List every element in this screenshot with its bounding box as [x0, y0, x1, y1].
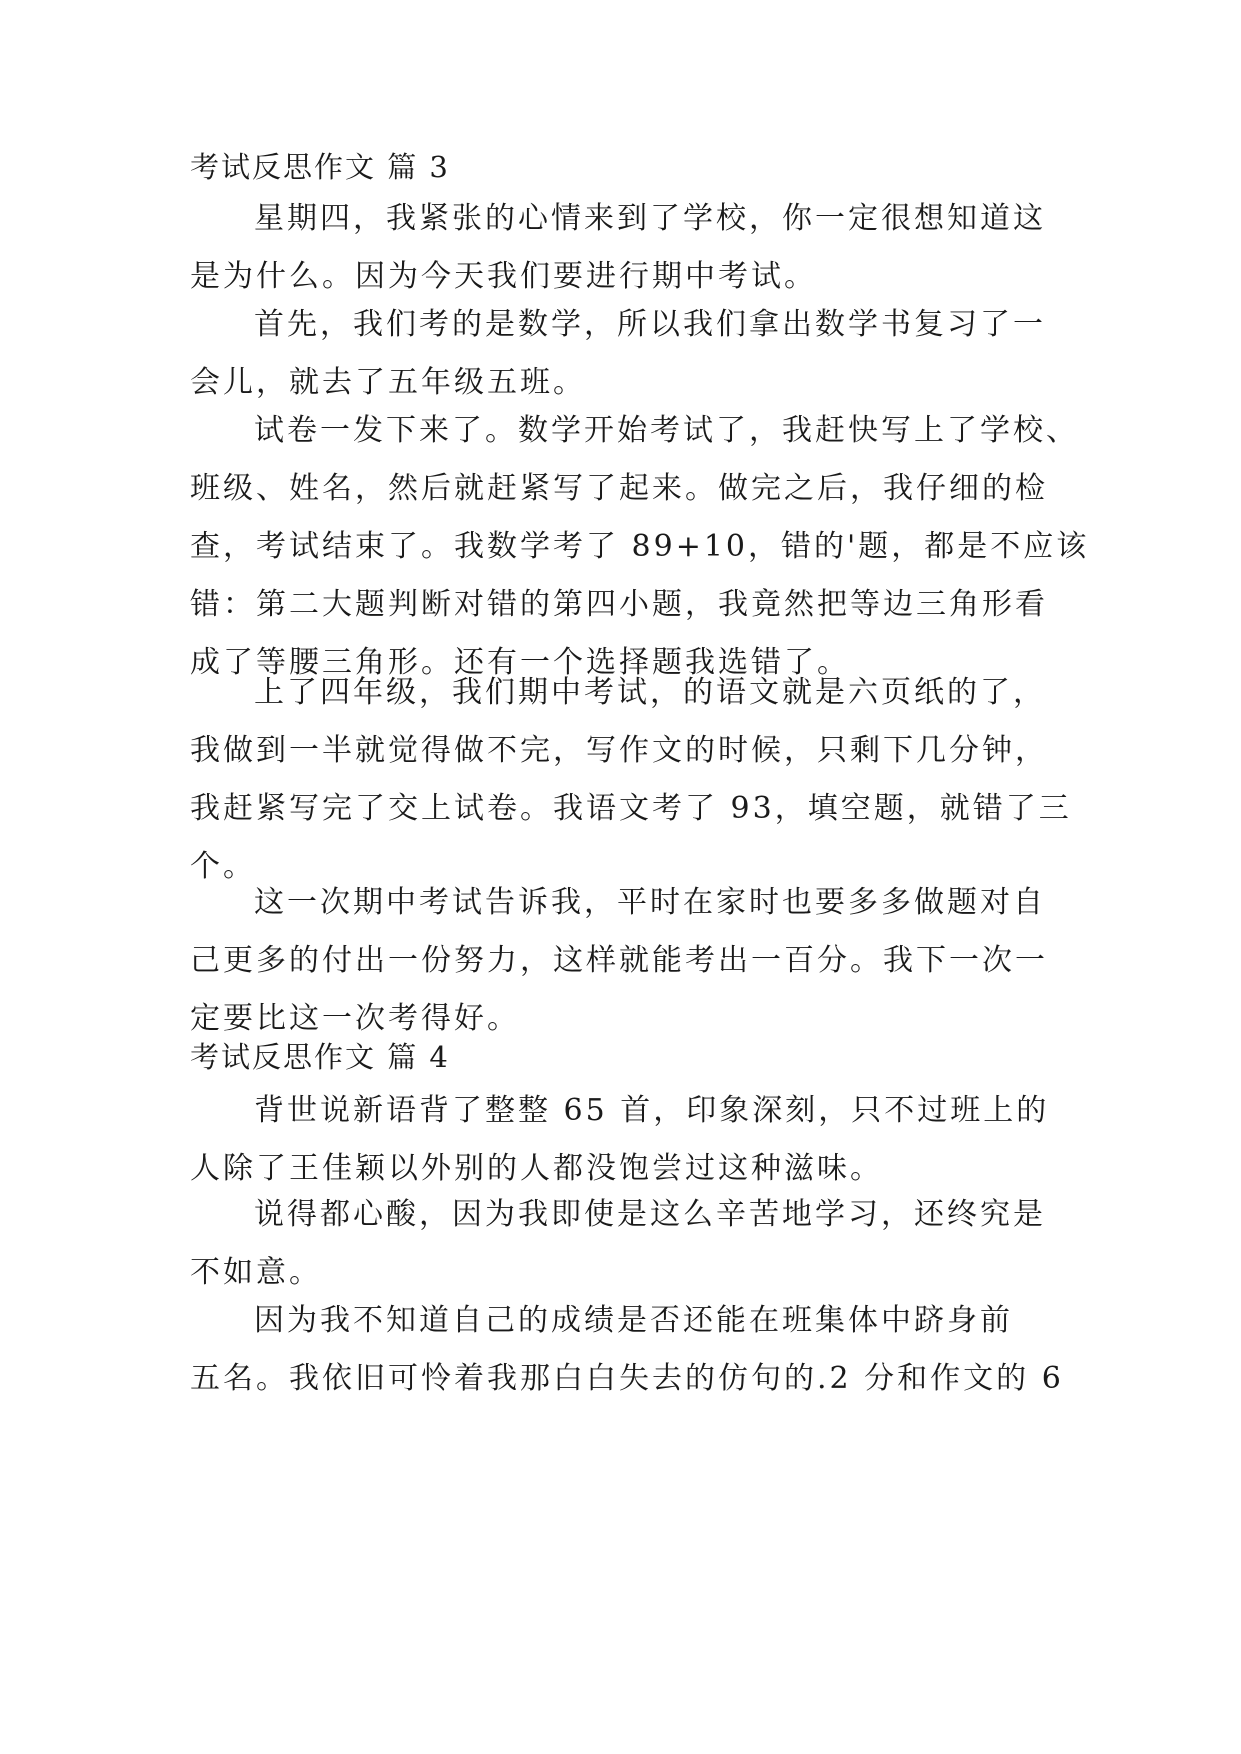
text-line: 上了四年级，我们期中考试，的语文就是六页纸的了，: [254, 675, 1046, 710]
paragraph: [190, 1082, 1050, 1198]
text-line: 五名。我依旧可怜着我那白白失去的仿句的.2 分和作文的 6: [190, 1361, 1064, 1396]
text-line: 首先，我们考的是数学，所以我们拿出数学书复习了一: [254, 307, 1046, 342]
text-line: 不如意。: [190, 1255, 322, 1290]
text-line: 成了等腰三角形。还有一个选择题我选错了。: [190, 645, 850, 680]
text-line: 试卷一发下来了。数学开始考试了，我赶快写上了学校、: [254, 413, 1079, 448]
paragraph: [190, 874, 1050, 1048]
text-line: 会儿，就去了五年级五班。: [190, 365, 586, 400]
text-line: 个。: [190, 849, 256, 884]
text-line: 这一次期中考试告诉我，平时在家时也要多多做题对自: [254, 885, 1046, 920]
text-line: 星期四，我紧张的心情来到了学校，你一定很想知道这: [254, 201, 1046, 236]
text-line: 定要比这一次考得好。: [190, 1001, 520, 1036]
text-line: 己更多的付出一份努力，这样就能考出一百分。我下一次一: [190, 943, 1048, 978]
paragraph: [190, 296, 1050, 412]
section-3-heading: 考试反思作文 篇 3: [190, 150, 450, 184]
text-line: 查，考试结束了。我数学考了 89+10，错的'题，都是不应该: [190, 529, 1090, 564]
section-4-heading: 考试反思作文 篇 4: [190, 1040, 450, 1074]
paragraph: [190, 664, 1072, 896]
paragraph: [190, 1292, 1064, 1408]
text-line: 是为什么。因为今天我们要进行期中考试。: [190, 259, 817, 294]
text-line: 错：第二大题判断对错的第四小题，我竟然把等边三角形看: [190, 587, 1048, 622]
text-line: 人除了王佳颖以外别的人都没饱尝过这种滋味。: [190, 1151, 883, 1186]
paragraph: [190, 402, 1090, 692]
text-line: 背世说新语背了整整 65 首，印象深刻，只不过班上的: [254, 1093, 1050, 1128]
text-line: 我赶紧写完了交上试卷。我语文考了 93，填空题，就错了三: [190, 791, 1072, 826]
paragraph: [190, 1186, 1050, 1302]
text-line: 说得都心酸，因为我即使是这么辛苦地学习，还终究是: [254, 1197, 1046, 1232]
text-line: 班级、姓名，然后就赶紧写了起来。做完之后，我仔细的检: [190, 471, 1048, 506]
paragraph: [190, 190, 1050, 306]
text-line: 因为我不知道自己的成绩是否还能在班集体中跻身前: [254, 1303, 1013, 1338]
text-line: 我做到一半就觉得做不完，写作文的时候，只剩下几分钟，: [190, 733, 1048, 768]
